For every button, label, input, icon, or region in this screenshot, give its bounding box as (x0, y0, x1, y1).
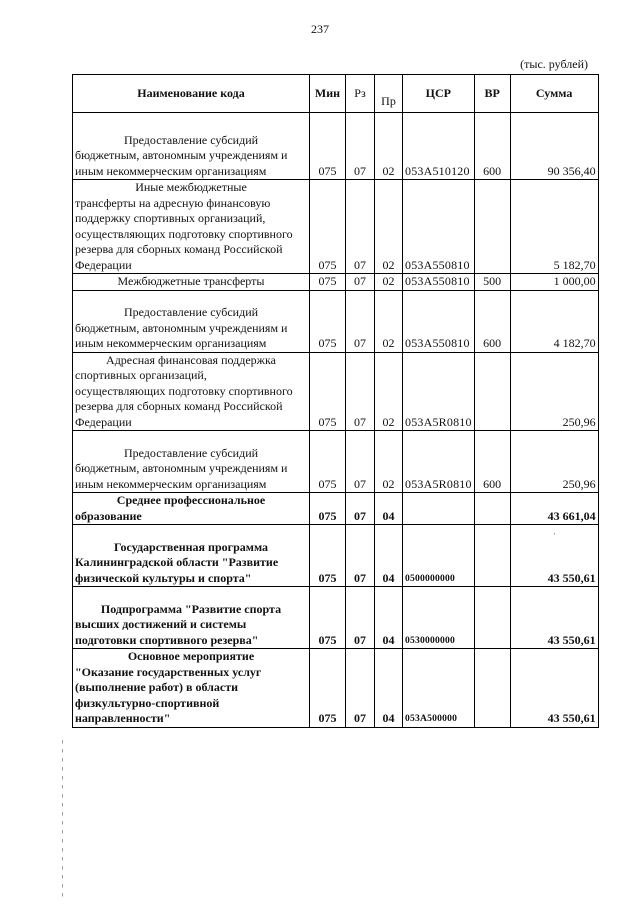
table-row (73, 290, 599, 352)
cell-sum: 43 550,61 (510, 587, 598, 649)
cell-name-line: иным некоммерческим организациям (75, 163, 267, 178)
cell-csr: 053A500000 (403, 649, 475, 728)
cell-name (73, 431, 310, 493)
table-row (73, 493, 599, 525)
cell-csr: 053A5R0810 (403, 431, 475, 493)
cell-pr: 02 (375, 180, 403, 274)
header-row (73, 75, 599, 113)
cell-csr: 053A510120 (403, 113, 475, 180)
cell-name-first-line: Предоставление субсидий (123, 132, 259, 147)
cell-rz: 07 (346, 180, 375, 274)
cell-name (73, 113, 310, 180)
table-row (73, 525, 599, 587)
cell-vr: 600 (474, 431, 510, 493)
cell-name (73, 274, 310, 291)
cell-name (73, 525, 310, 587)
cell-name-first-line: Предоставление субсидий (123, 305, 259, 319)
cell-pr: 04 (375, 525, 403, 587)
cell-name-line: "Оказание государственных услуг (75, 664, 262, 679)
cell-name-first-line: Межбюджетные трансферты (117, 274, 265, 288)
cell-name (73, 180, 310, 274)
cell-name-line: поддержку спортивных организаций, (75, 211, 266, 225)
table-row (73, 274, 599, 291)
cell-name-line: осуществляющих подготовку спортивного (75, 226, 293, 241)
cell-sum: 4 182,70 (510, 290, 598, 352)
cell-name-line: иным некоммерческим организациям (75, 476, 267, 491)
cell-pr: 04 (375, 649, 403, 728)
cell-name-line: физкультурно-спортивной (75, 695, 220, 710)
cell-vr (474, 493, 510, 525)
cell-name (73, 587, 310, 649)
cell-vr (474, 525, 510, 587)
cell-vr: 600 (474, 113, 510, 180)
table-row (73, 587, 599, 649)
cell-min: 075 (310, 180, 346, 274)
header-pr: Пр (375, 75, 403, 113)
cell-vr: 500 (474, 274, 510, 291)
cell-min: 075 (310, 587, 346, 649)
cell-rz: 07 (346, 525, 375, 587)
cell-name-line: иным некоммерческим организациям (75, 336, 267, 350)
cell-name-first-line: Основное мероприятие (127, 649, 255, 663)
cell-csr: 053A550810 (403, 274, 475, 291)
cell-name-line: Федерации (75, 257, 132, 272)
cell-sum: 43 550,61 (510, 525, 598, 587)
cell-csr: 053A5R0810 (403, 352, 475, 431)
table-row (73, 352, 599, 431)
cell-name-line: трансферты на адресную финансовую (75, 195, 271, 210)
cell-name-first-line: Адресная финансовая поддержка (106, 352, 276, 367)
cell-sum: 43 550,61 (510, 649, 598, 728)
cell-name-line: бюджетным, автономным учреждениям и (75, 148, 288, 162)
cell-sum: 90 356,40 (510, 113, 598, 180)
cell-name-first-line: Среднее профессиональное (116, 493, 266, 507)
cell-sum: 250,96 (510, 352, 598, 431)
cell-min: 075 (310, 649, 346, 728)
cell-name (73, 352, 310, 431)
cell-pr: 02 (375, 113, 403, 180)
cell-name-line: Федерации (75, 414, 132, 429)
cell-rz: 07 (346, 493, 375, 525)
header-name: Наименование кода (73, 75, 310, 113)
cell-name-line: осуществляющих подготовку спортивного (75, 383, 293, 398)
cell-rz: 07 (346, 290, 375, 352)
cell-csr: 053A550810 (403, 180, 475, 274)
margin-scan-line (62, 740, 64, 900)
header-csr: ЦСР (403, 75, 475, 113)
cell-vr (474, 352, 510, 431)
cell-name-line: (выполнение работ) в области (75, 680, 239, 694)
cell-name (73, 649, 310, 728)
cell-sum: 250,96 (510, 431, 598, 493)
cell-pr: 04 (375, 493, 403, 525)
cell-csr: 053A550810 (403, 290, 475, 352)
cell-rz: 07 (346, 352, 375, 431)
cell-name-line: резерва для сборных команд Российской (75, 242, 283, 256)
cell-vr (474, 649, 510, 728)
cell-vr (474, 587, 510, 649)
cell-name (73, 290, 310, 352)
cell-name-line: подготовки спортивного резерва" (75, 632, 259, 647)
cell-rz: 07 (346, 274, 375, 291)
cell-rz: 07 (346, 113, 375, 180)
cell-name-line: бюджетным, автономным учреждениям и (75, 320, 288, 335)
cell-pr: 02 (375, 274, 403, 291)
cell-name-first-line: Государственная программа (113, 539, 269, 554)
units-note: (тыс. рублей) (520, 57, 588, 71)
cell-name-line: резерва для сборных команд Российской (75, 399, 283, 413)
cell-min: 075 (310, 352, 346, 431)
cell-pr: 02 (375, 431, 403, 493)
cell-name-line: бюджетным, автономным учреждениям и (75, 461, 288, 475)
cell-rz: 07 (346, 587, 375, 649)
budget-table (72, 74, 599, 728)
cell-rz: 07 (346, 649, 375, 728)
cell-name-first-line: Подпрограмма "Развитие спорта (100, 601, 282, 616)
cell-sum: 1 000,00 (510, 274, 598, 291)
cell-vr (474, 180, 510, 274)
header-rz: Рз (346, 75, 375, 113)
cell-rz: 07 (346, 431, 375, 493)
cell-pr: 04 (375, 587, 403, 649)
cell-name-line: спортивных организаций, (75, 368, 207, 382)
cell-name-line: Калининградской области "Развитие (75, 555, 279, 569)
header-min: Мин (310, 75, 346, 113)
table-row (73, 649, 599, 728)
cell-min: 075 (310, 290, 346, 352)
cell-name-first-line: Иные межбюджетные (135, 180, 247, 194)
page-number: 237 (311, 22, 329, 36)
table-row (73, 113, 599, 180)
cell-name-line: физической культуры и спорта" (75, 570, 252, 585)
cell-min: 075 (310, 525, 346, 587)
cell-pr: 02 (375, 290, 403, 352)
cell-min: 075 (310, 113, 346, 180)
cell-pr: 02 (375, 352, 403, 431)
cell-name-line: направленности" (75, 711, 171, 725)
cell-sum: 5 182,70 (510, 180, 598, 274)
stray-mark: ˌ (553, 524, 557, 535)
cell-csr: 0530000000 (403, 587, 475, 649)
cell-name-first-line: Предоставление субсидий (123, 445, 259, 460)
cell-name-line: высших достижений и системы (75, 617, 247, 631)
cell-csr: 0500000000 (403, 525, 475, 587)
cell-csr (403, 493, 475, 525)
cell-sum: 43 661,04 (510, 493, 598, 525)
table-row (73, 180, 599, 274)
cell-min: 075 (310, 493, 346, 525)
cell-name-line: образование (75, 508, 142, 523)
cell-min: 075 (310, 274, 346, 291)
table-row (73, 431, 599, 493)
header-vr: ВР (474, 75, 510, 113)
cell-name (73, 493, 310, 525)
cell-vr: 600 (474, 290, 510, 352)
cell-min: 075 (310, 431, 346, 493)
header-sum: Сумма (510, 75, 598, 113)
